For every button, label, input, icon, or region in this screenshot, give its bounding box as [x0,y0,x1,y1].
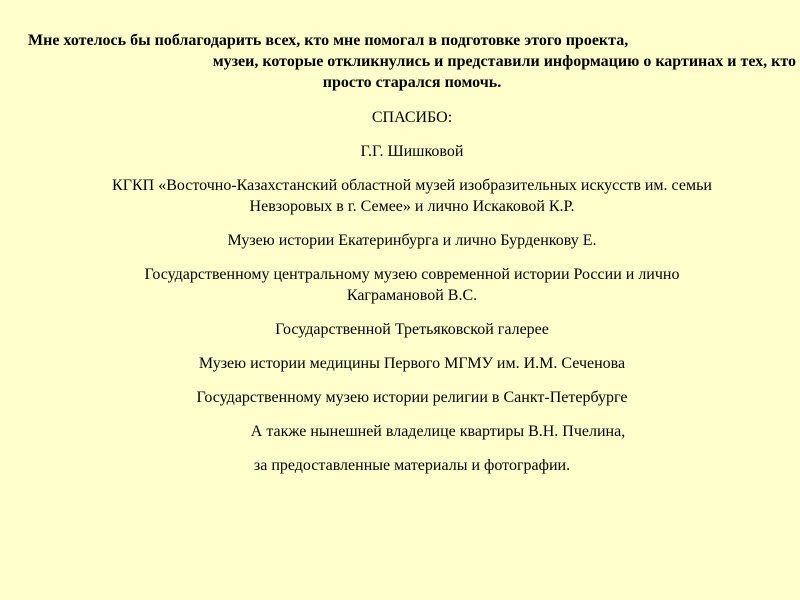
acknowledgement-list [28,141,796,476]
acknowledgement-text: КГКП «Восточно-Казахстанский областной музей изобразительных искусств им. семьи [112,177,712,194]
acknowledgement-text: Государственному музею истории религии в Санкт-Петербурге [196,389,628,406]
acknowledgement-text: Г.Г. Шишковой [360,143,464,160]
acknowledgement-text: Государственной Третьяковской галерее [275,321,549,338]
acknowledgement-item [28,387,796,408]
acknowledgement-item [28,319,796,340]
acknowledgement-item [28,455,796,476]
intro-line: Мне хотелось бы поблагодарить всех, кто мне помогал в подготовке этого проекта, [28,32,629,49]
acknowledgement-text: Государственному центральному музею современной истории России и лично [144,266,680,283]
thanks-heading: СПАСИБО: [371,109,453,126]
acknowledgement-item [28,175,796,217]
acknowledgement-text: Невзоровых в г. Семее» и лично Искаковой К.Р. [249,198,575,215]
acknowledgement-text: А также нынешней владелице квартиры В.Н. Пчелина, [250,423,626,440]
acknowledgement-item [28,264,796,306]
acknowledgement-item [28,230,796,251]
intro-line: просто старался помочь. [322,74,502,91]
acknowledgement-text: Музею истории медицины Первого МГМУ им. И.М. Сеченова [198,355,626,372]
acknowledgement-text: Музею истории Екатеринбурга и лично Бурденкову Е. [227,232,597,249]
acknowledgement-text: Каграмановой В.С. [346,287,478,304]
intro-paragraph [28,30,796,93]
acknowledgement-text: за предоставленные материалы и фотографии. [253,457,571,474]
acknowledgement-item [28,141,796,162]
acknowledgement-item [28,353,796,374]
intro-line: музеи, которые откликнулись и представили информацию о картинах и тех, кто [212,53,796,70]
acknowledgement-item [28,421,796,442]
